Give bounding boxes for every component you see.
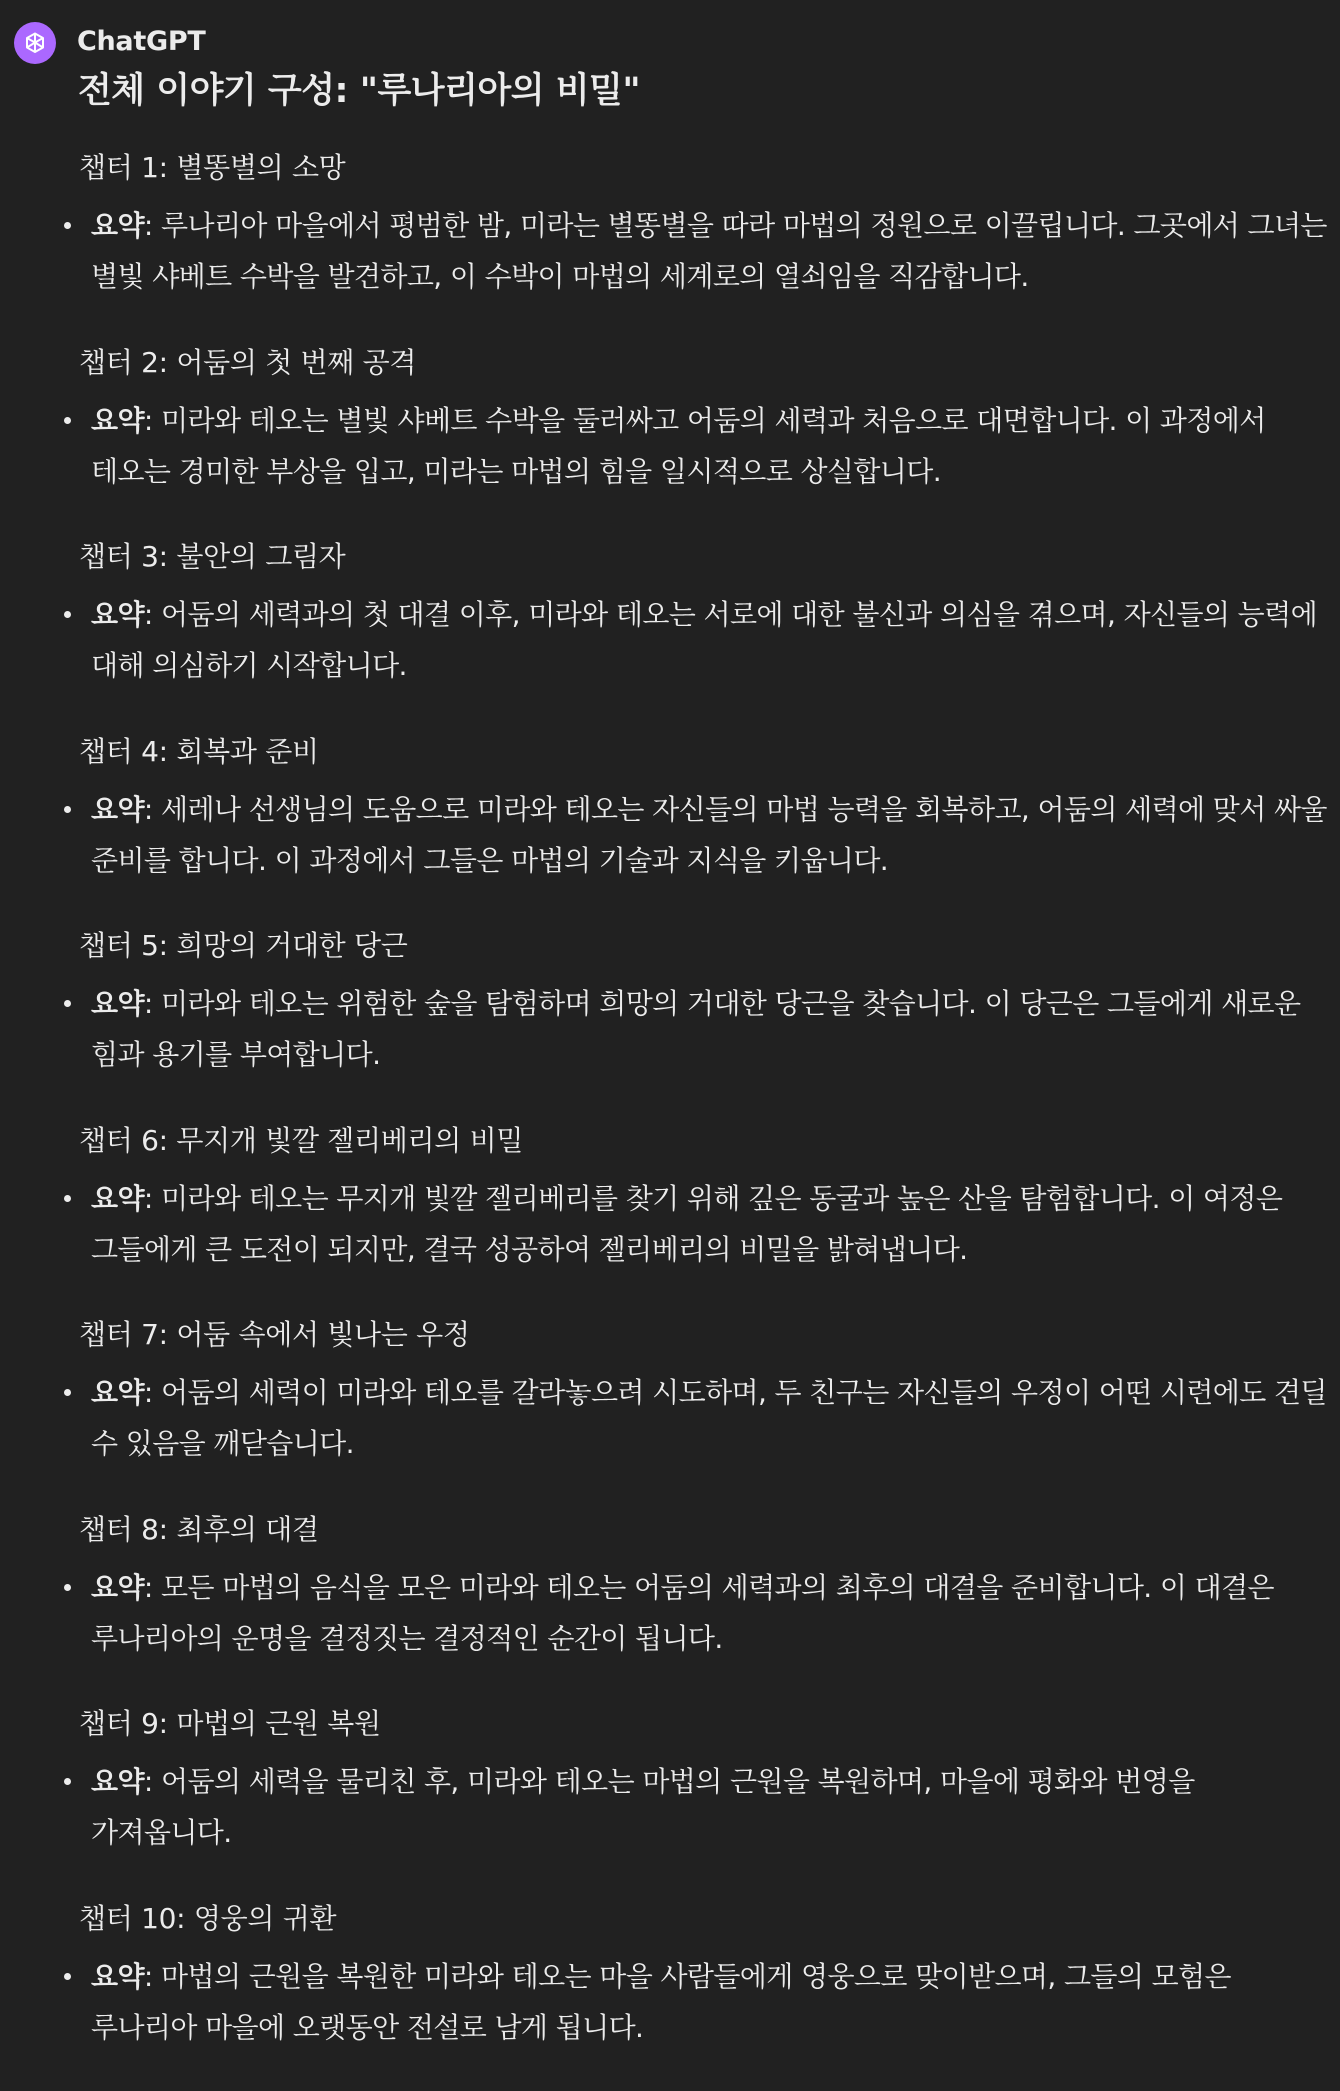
summary-text (91, 978, 1334, 1080)
summary-body: 어둠의 세력이 미라와 테오를 갈라놓으려 시도하며, 두 친구는 자신들의 우정이 어떤 시련에도 견딜 수 있음을 깨닫습니다. (91, 1376, 1327, 1460)
bullet-icon (64, 1778, 71, 1785)
summary-text (91, 1756, 1334, 1858)
summary-label-colon: : (144, 987, 161, 1020)
summary-text (91, 784, 1334, 886)
summary-label-colon: : (144, 1571, 161, 1604)
chapter-block (0, 1313, 1340, 1508)
openai-logo-icon (21, 29, 49, 57)
bullet-icon (64, 1000, 71, 1007)
summary-label: 요약 (91, 1571, 144, 1604)
bullet-icon (64, 611, 71, 618)
summary-text (91, 1173, 1334, 1275)
summary-label: 요약 (91, 1960, 144, 1993)
summary-body: 세레나 선생님의 도움으로 미라와 테오는 자신들의 마법 능력을 회복하고, 어둠의 세력에 맞서 싸울 준비를 합니다. 이 과정에서 그들은 마법의 기술과 지식을 키웁니다. (91, 793, 1327, 877)
chapter-heading: 챕터 7: 어둠 속에서 빛나는 우정 (79, 1313, 470, 1357)
chapter-heading: 챕터 1: 별똥별의 소망 (79, 146, 345, 190)
story-title: 전체 이야기 구성: "루나리아의 비밀" (78, 66, 640, 116)
bullet-icon (64, 417, 71, 424)
summary-list-item (64, 1179, 1334, 1275)
summary-label: 요약 (91, 987, 144, 1020)
summary-label: 요약 (91, 1182, 144, 1215)
summary-text (91, 1367, 1334, 1469)
summary-label-colon: : (144, 404, 161, 437)
bullet-icon (64, 1584, 71, 1591)
chapter-block (0, 146, 1340, 341)
chatgpt-avatar (14, 22, 56, 64)
summary-label-colon: : (144, 1960, 161, 1993)
summary-text (91, 1562, 1334, 1664)
summary-label: 요약 (91, 209, 144, 242)
summary-list-item (64, 984, 1334, 1080)
summary-label-colon: : (144, 793, 161, 826)
summary-list-item (64, 1957, 1334, 2053)
summary-body: 마법의 근원을 복원한 미라와 테오는 마을 사람들에게 영웅으로 맞이받으며, 그들의 모험은 루나리아 마을에 오랫동안 전설로 남게 됩니다. (91, 1960, 1231, 2044)
chapter-heading: 챕터 6: 무지개 빛깔 젤리베리의 비밀 (79, 1119, 523, 1163)
summary-label: 요약 (91, 793, 144, 826)
summary-list-item (64, 790, 1334, 886)
chapter-heading: 챕터 9: 마법의 근원 복원 (79, 1702, 381, 1746)
chapter-heading: 챕터 10: 영웅의 귀환 (79, 1897, 336, 1941)
chapter-heading: 챕터 3: 불안의 그림자 (79, 535, 345, 579)
summary-body: 루나리아 마을에서 평범한 밤, 미라는 별똥별을 따라 마법의 정원으로 이끌립니다. 그곳에서 그녀는 별빛 샤베트 수박을 발견하고, 이 수박이 마법의 세계로의 열쇠임을 직감합니다. (91, 209, 1327, 293)
chapter-list (0, 146, 1340, 2091)
summary-body: 미라와 테오는 위험한 숲을 탐험하며 희망의 거대한 당근을 찾습니다. 이 당근은 그들에게 새로운 힘과 용기를 부여합니다. (91, 987, 1300, 1071)
chapter-block (0, 1119, 1340, 1314)
summary-body: 미라와 테오는 무지개 빛깔 젤리베리를 찾기 위해 깊은 동굴과 높은 산을 탐험합니다. 이 여정은 그들에게 큰 도전이 되지만, 결국 성공하여 젤리베리의 비밀을 밝혀냅니다. (91, 1182, 1282, 1266)
summary-label: 요약 (91, 1765, 144, 1798)
author-name: ChatGPT (77, 24, 205, 60)
bullet-icon (64, 1195, 71, 1202)
summary-body: 어둠의 세력과의 첫 대결 이후, 미라와 테오는 서로에 대한 불신과 의심을 겪으며, 자신들의 능력에 대해 의심하기 시작합니다. (91, 598, 1317, 682)
summary-body: 모든 마법의 음식을 모은 미라와 테오는 어둠의 세력과의 최후의 대결을 준비합니다. 이 대결은 루나리아의 운명을 결정짓는 결정적인 순간이 됩니다. (91, 1571, 1274, 1655)
summary-list-item (64, 401, 1334, 497)
summary-text (91, 200, 1334, 302)
chapter-block (0, 1702, 1340, 1897)
chapter-block (0, 924, 1340, 1119)
chapter-block (0, 341, 1340, 536)
summary-label: 요약 (91, 404, 144, 437)
summary-label-colon: : (144, 1376, 161, 1409)
bullet-icon (64, 1389, 71, 1396)
summary-label-colon: : (144, 209, 161, 242)
summary-label: 요약 (91, 1376, 144, 1409)
chapter-heading: 챕터 8: 최후의 대결 (79, 1508, 319, 1552)
chapter-block (0, 1508, 1340, 1703)
summary-list-item (64, 1762, 1334, 1858)
summary-text (91, 395, 1334, 497)
summary-list-item (64, 1373, 1334, 1469)
summary-body: 어둠의 세력을 물리친 후, 미라와 테오는 마법의 근원을 복원하며, 마을에 평화와 번영을 가져옵니다. (91, 1765, 1195, 1849)
bullet-icon (64, 1973, 71, 1980)
bullet-icon (64, 222, 71, 229)
chapter-block (0, 1897, 1340, 2091)
summary-label: 요약 (91, 598, 144, 631)
summary-list-item (64, 206, 1334, 302)
bullet-icon (64, 806, 71, 813)
summary-body: 미라와 테오는 별빛 샤베트 수박을 둘러싸고 어둠의 세력과 처음으로 대면합니다. 이 과정에서 테오는 경미한 부상을 입고, 미라는 마법의 힘을 일시적으로 상실합니다. (91, 404, 1266, 488)
summary-label-colon: : (144, 1182, 161, 1215)
summary-text (91, 589, 1334, 691)
chapter-heading: 챕터 2: 어둠의 첫 번째 공격 (79, 341, 416, 385)
summary-list-item (64, 595, 1334, 691)
summary-list-item (64, 1568, 1334, 1664)
chapter-heading: 챕터 5: 희망의 거대한 당근 (79, 924, 408, 968)
chapter-block (0, 535, 1340, 730)
summary-label-colon: : (144, 598, 161, 631)
chapter-heading: 챕터 4: 회복과 준비 (79, 730, 319, 774)
summary-text (91, 1951, 1334, 2053)
summary-label-colon: : (144, 1765, 161, 1798)
chapter-block (0, 730, 1340, 925)
